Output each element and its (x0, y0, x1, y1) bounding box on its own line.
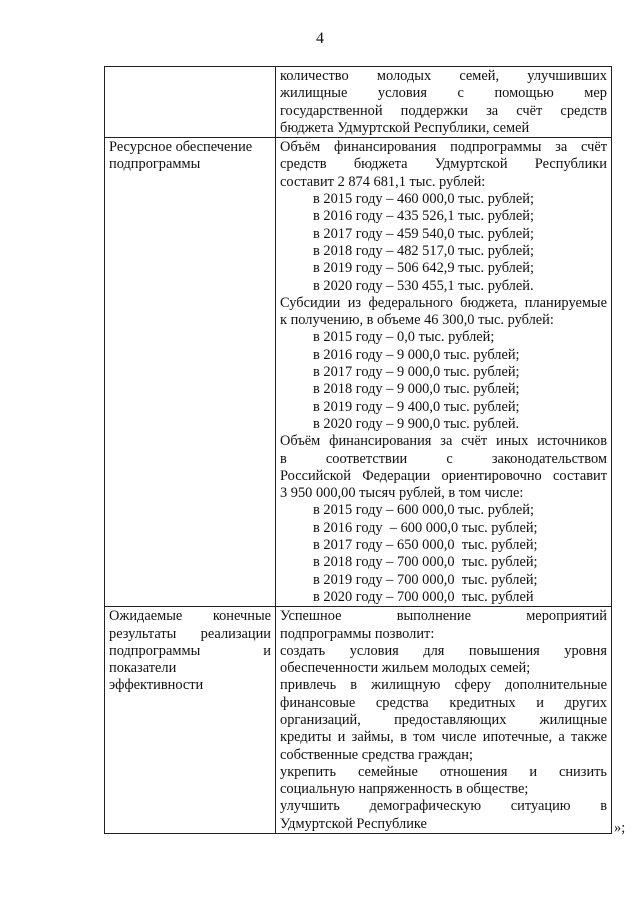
year-line: в 2016 году – 600 000,0 тыс. рублей; (313, 519, 538, 536)
text-line: кредиты и займы, в том числе ипотечные, а также (280, 729, 607, 746)
row-label-line: подпрограммы и (109, 642, 271, 659)
year-line: в 2020 году – 530 455,1 тыс. рублей. (313, 277, 534, 294)
text-line: в соответствии с законодательством (280, 450, 607, 467)
year-line: в 2019 году – 506 642,9 тыс. рублей; (313, 260, 534, 277)
closing-quote-mark: »; (614, 820, 626, 836)
text-line: обеспеченности жильем молодых семей; (280, 660, 531, 677)
page-number: 4 (316, 30, 324, 47)
year-line: в 2019 году – 700 000,0 тыс. рублей; (313, 571, 538, 588)
text-line: Объём финансирования подпрограммы за счёт (280, 139, 607, 156)
text-line: Субсидии из федерального бюджета, планируемые (280, 294, 607, 311)
year-line: в 2017 году – 650 000,0 тыс. рублей; (313, 537, 538, 554)
row-label-line: Ожидаемые конечные (109, 608, 271, 625)
year-line: в 2020 году – 9 900,0 тыс. рублей. (313, 415, 520, 432)
row-label-line: показатели (109, 660, 177, 677)
table-row (105, 138, 612, 607)
row1-label-cell (105, 67, 276, 138)
text-line: создать условия для повышения уровня (280, 642, 607, 659)
text-line: Объём финансирования за счёт иных источников (280, 433, 607, 450)
text-line: социальную напряженность в обществе; (280, 781, 529, 798)
text-line: привлечь в жилищную сферу дополнительные (280, 677, 607, 694)
year-line: в 2016 году – 9 000,0 тыс. рублей; (313, 346, 520, 363)
text-line: к получению, в объеме 46 300,0 тыс. рублей: (280, 312, 554, 329)
text-line: средств бюджета Удмуртской Республики (280, 156, 607, 173)
row-label-line: подпрограммы (109, 156, 201, 173)
text-line: подпрограммы позволит: (280, 625, 435, 642)
text-line: 3 950 000,00 тысяч рублей, в том числе: (280, 485, 524, 502)
year-line: в 2018 году – 700 000,0 тыс. рублей; (313, 554, 538, 571)
year-line: в 2017 году – 9 000,0 тыс. рублей; (313, 364, 520, 381)
table-row (105, 607, 612, 834)
row2-value-cell (276, 138, 612, 607)
text-line: количество молодых семей, улучшивших (280, 68, 607, 84)
text-line: составит 2 874 681,1 тыс. рублей: (280, 173, 486, 190)
year-line: в 2015 году – 460 000,0 тыс. рублей; (313, 191, 534, 208)
subprogram-passport-table (104, 66, 612, 834)
row3-label-cell (105, 607, 276, 834)
year-line: в 2017 году – 459 540,0 тыс. рублей; (313, 225, 534, 242)
year-line: в 2018 году – 482 517,0 тыс. рублей; (313, 242, 534, 259)
year-line: в 2019 году – 9 400,0 тыс. рублей; (313, 398, 520, 415)
text-line: улучшить демографическую ситуацию в (280, 798, 607, 815)
row-label-line: результаты реализации (109, 625, 271, 642)
text-line: собственные средства граждан; (280, 746, 473, 763)
text-line: Российской Федерации ориентировочно составит (280, 467, 607, 484)
text-line: финансовые средства кредитных и других (280, 694, 607, 711)
text-line: организаций, предоставляющих жилищные (280, 711, 607, 728)
year-line: в 2018 году – 9 000,0 тыс. рублей; (313, 381, 520, 398)
row2-label-cell (105, 138, 276, 607)
text-line: Успешное выполнение мероприятий (280, 608, 607, 625)
row3-value-cell (276, 607, 612, 834)
row1-value-cell (276, 67, 612, 138)
text-line: государственной поддержки за счёт средств (280, 102, 607, 119)
row-label-line: Ресурсное обеспечение (109, 139, 253, 156)
year-line: в 2020 году – 700 000,0 тыс. рублей (313, 588, 534, 605)
year-line: в 2015 году – 0,0 тыс. рублей; (313, 329, 495, 346)
year-line: в 2015 году – 600 000,0 тыс. рублей; (313, 502, 534, 519)
row-label-line: эффективности (109, 677, 204, 694)
text-line: жилищные условия с помощью мер (280, 85, 607, 102)
year-line: в 2016 году – 435 526,1 тыс. рублей; (313, 208, 534, 225)
table-row (105, 67, 612, 138)
text-line: бюджета Удмуртской Республики, семей (280, 119, 530, 136)
text-line: Удмуртской Республике (280, 815, 427, 832)
text-line: укрепить семейные отношения и снизить (280, 763, 607, 780)
